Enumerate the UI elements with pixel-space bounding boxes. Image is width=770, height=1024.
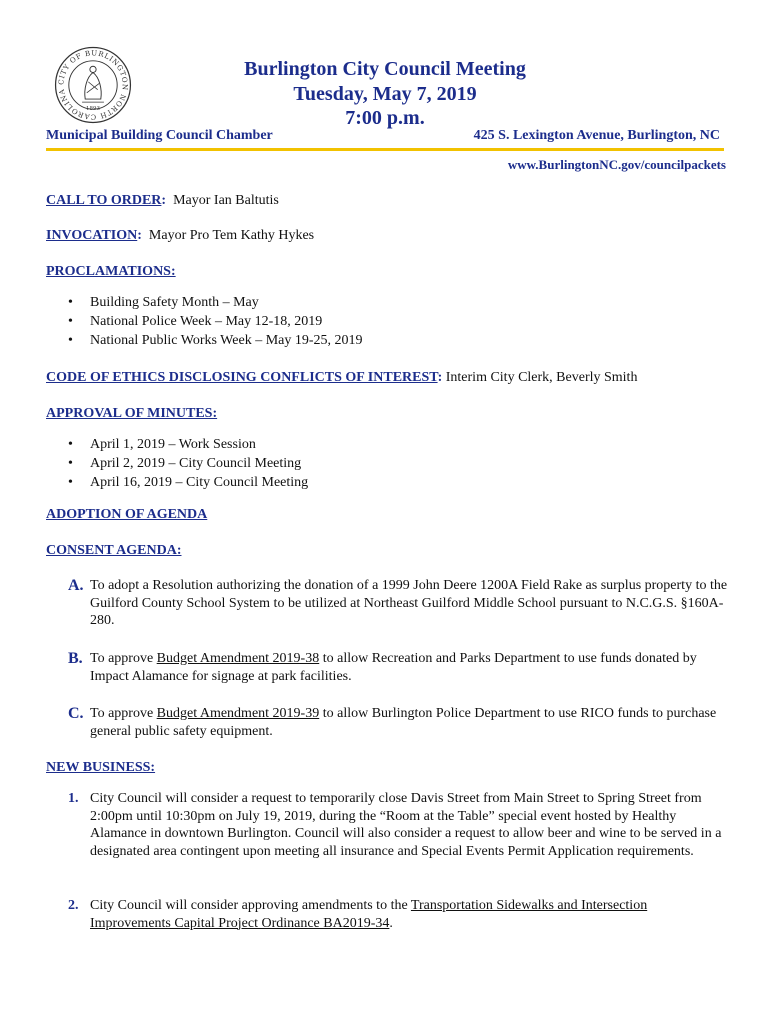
item-marker: A. [68,577,84,594]
item-text: to allow Burlington Police Department to use RICO funds to purchase general public safety equipment. [90,706,717,739]
new-business-section [46,759,155,776]
new-business-item-2 [46,897,730,932]
new-business-item-1 [46,790,730,860]
list-item: • Building Safety Month – May [46,293,363,312]
list-item: • April 16, 2019 – City Council Meeting [46,473,308,492]
approval-of-minutes-section [46,405,217,422]
code-of-ethics-heading: CODE OF ETHICS DISCLOSING CONFLICTS OF INTEREST [46,370,438,385]
item-marker: 2. [68,898,79,913]
capital-project-ordinance-link[interactable]: Transportation Sidewalks and Intersection Improvements Capital Project Ordinance BA2019-34 [90,898,648,931]
website-link[interactable]: www.BurlingtonNC.gov/councilpackets [507,157,726,172]
meeting-location: Municipal Building Council Chamber [46,128,273,143]
consent-agenda-section [46,542,182,559]
item-text: To approve [90,706,157,721]
invocation-value: Mayor Pro Tem Kathy Hykes [148,228,315,243]
approval-of-minutes-heading: APPROVAL OF MINUTES: [46,406,218,421]
consent-agenda-heading: CONSENT AGENDA: [46,543,182,558]
invocation-section: INVOCATION: Mayor Pro Tem Kathy Hykes [46,228,315,243]
call-to-order-heading: CALL TO ORDER [46,193,162,208]
budget-amendment-link[interactable]: Budget Amendment 2019-38 [156,651,320,666]
meeting-address: 425 S. Lexington Avenue, Burlington, NC [473,128,720,143]
item-text: City Council will consider a request to temporarily close Davis Street from Main Street to Spring Street from 2:00pm until 10:30pm on July 19, 2019, during the “Room at the Table” special event hosted by Healthy Alamance in downtown Burlington. Council will also consider a request to allow beer and wine to be served in a designated area contingent upon meeting all insurance and Special Events Permit Application requirements. [90,791,722,859]
adoption-of-agenda-heading: ADOPTION OF AGENDA [46,507,208,522]
code-of-ethics-section: CODE OF ETHICS DISCLOSING CONFLICTS OF INTEREST: Interim City Clerk, Beverly Smith [46,370,638,385]
item-marker: 1. [68,791,79,806]
list-item: • National Police Week – May 12-18, 2019 [46,312,363,331]
new-business-heading: NEW BUSINESS: [46,760,156,775]
consent-item-c [46,705,730,740]
item-text: To approve [90,651,157,666]
code-of-ethics-value: Interim City Clerk, Beverly Smith [445,370,638,385]
header-divider [46,148,724,151]
budget-amendment-link[interactable]: Budget Amendment 2019-39 [156,706,320,721]
svg-text:1893: 1893 [86,105,100,112]
list-item: • April 2, 2019 – City Council Meeting [46,454,308,473]
proclamations-list [46,293,363,350]
meeting-date: Tuesday, May 7, 2019 [293,83,477,105]
item-marker: B. [68,650,83,667]
item-marker: C. [68,705,84,722]
item-text: to allow Recreation and Parks Department to use funds donated by Impact Alamance for signage at park facilities. [90,651,697,684]
meeting-time: 7:00 p.m. [345,107,425,129]
item-text: . [389,915,393,931]
item-text: To adopt a Resolution authorizing the donation of a 1999 John Deere 1200A Field Rake as surplus property to the Guilford County School System to be utilized at Northeast Guilford Middle School pursuant to N.C.G.S. §160A-280. [90,578,728,628]
consent-item-b [46,650,730,685]
proclamations-section [46,263,176,280]
meeting-title: Burlington City Council Meeting [244,58,526,80]
list-item: • National Public Works Week – May 19-25, 2019 [46,331,363,350]
item-text: City Council will consider approving amendments to the [90,898,411,913]
list-item: • April 1, 2019 – Work Session [46,435,308,454]
consent-item-a [46,577,730,630]
svg-text:CITY OF BURLINGTON NORTH CAROL: CITY OF BURLINGTON NORTH CAROLINA [56,48,130,122]
adoption-of-agenda-section [46,506,207,523]
invocation-heading: INVOCATION [46,228,138,243]
call-to-order-section: CALL TO ORDER: Mayor Ian Baltutis [46,193,279,208]
call-to-order-value: Mayor Ian Baltutis [173,193,279,208]
minutes-list [46,435,308,492]
proclamations-heading: PROCLAMATIONS: [46,264,176,279]
